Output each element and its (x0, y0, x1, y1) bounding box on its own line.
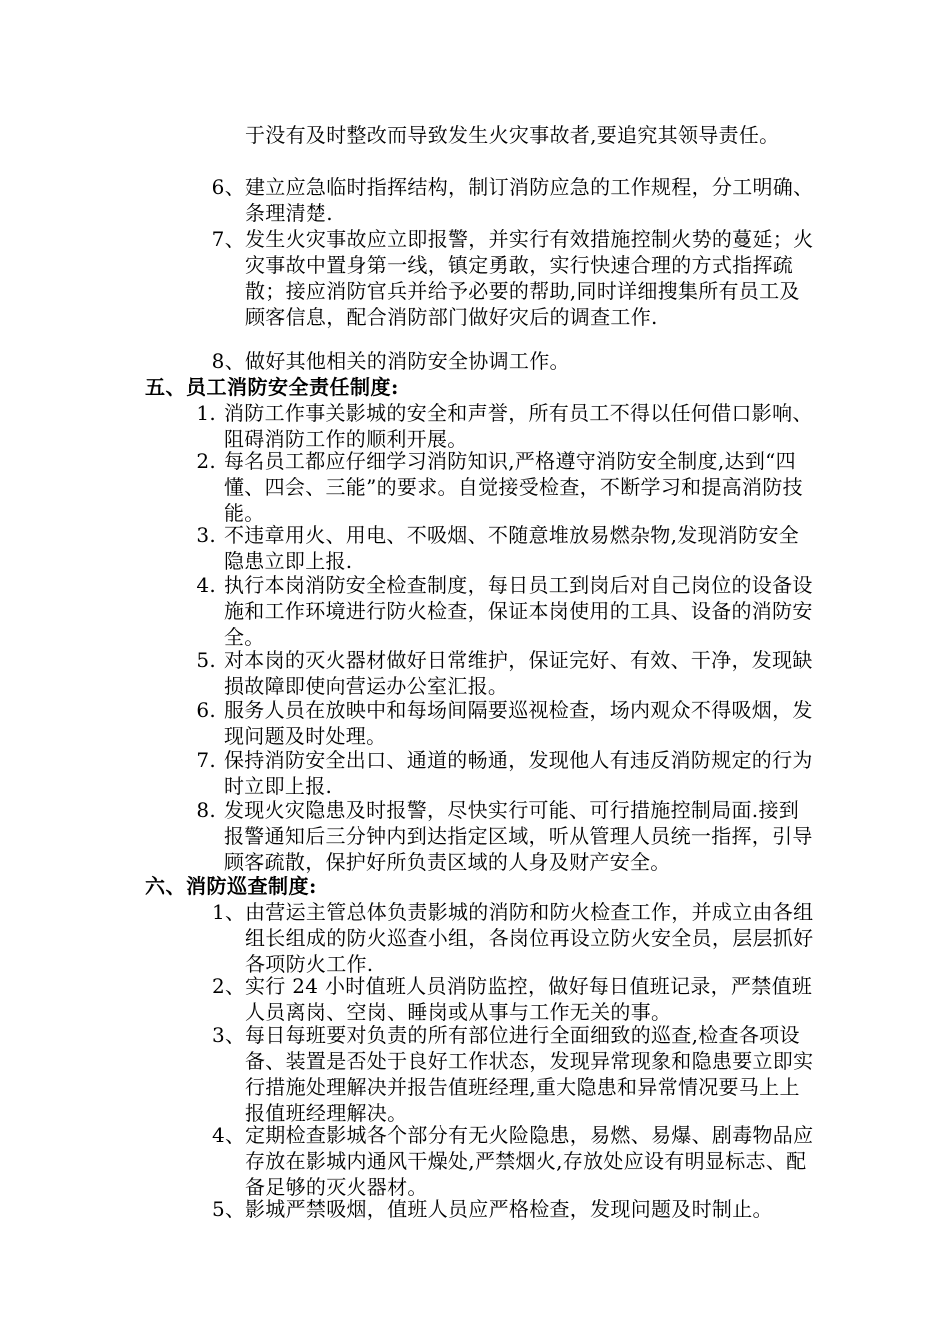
list-item-text: 由营运主管总体负责影城的消防和防火检查工作，并成立由各组组长组成的防火巡查小组，各岗位再设立防火安全员，层层抓好各项防火工作. (245, 900, 814, 976)
list-item-number: 1、 (212, 900, 246, 924)
section-heading: 六、消防巡查制度: (145, 874, 317, 898)
list-item-number: 5、 (212, 1197, 246, 1221)
list-item-text: 发生火灾事故应立即报警，并实行有效措施控制火势的蔓延；火灾事故中置身第一线，镇定勇敢，实行快速合理的方式指挥疏散；接应消防官兵并给予必要的帮助,同时详细搜集所有员工及顾客信息，配合消防部门做好灾后的调查工作. (245, 227, 814, 329)
list-item (212, 1122, 815, 1200)
list-item (196, 647, 814, 699)
list-item (196, 522, 814, 574)
list-item (211, 348, 815, 374)
list-item-text: 定期检查影城各个部分有无火险隐患，易燃、易爆、剧毒物品应存放在影城内通风干燥处,严禁烟火,存放处应设有明显标志、配备足够的灭火器材。 (245, 1123, 814, 1199)
list-item-number: 3. (196, 523, 216, 547)
list-item-text: 消防工作事关影城的安全和声誉，所有员工不得以任何借口影响、阻碍消防工作的顺利开展。 (224, 401, 813, 451)
list-item-number: 8. (196, 798, 216, 822)
list-item-continuation (245, 122, 815, 148)
list-item (196, 697, 814, 749)
list-item-number: 5. (196, 648, 216, 672)
list-item-number: 2. (196, 449, 216, 473)
list-item-text: 每名员工都应仔细学习消防知识,严格遵守消防安全制度,达到“四懂、四会、三能”的要求。自觉接受检查，不断学习和提高消防技能。 (224, 449, 803, 525)
list-item-number: 2、 (212, 974, 246, 998)
list-item-number: 8、 (211, 349, 245, 373)
list-item-text: 对本岗的灭火器材做好日常维护，保证完好、有效、干净，发现缺损故障即使向营运办公室汇报。 (224, 648, 813, 698)
list-item-number: 6、 (211, 175, 245, 199)
list-item (196, 400, 814, 452)
list-item (196, 797, 814, 875)
list-item-number: 1. (196, 401, 216, 425)
list-item-text: 发现火灾隐患及时报警，尽快实行可能、可行措施控制局面.接到报警通知后三分钟内到达指定区域，听从管理人员统一指挥，引导顾客疏散，保护好所负责区域的人身及财产安全。 (224, 798, 813, 874)
list-item-number: 4. (196, 573, 216, 597)
list-item (196, 747, 814, 799)
list-item-text: 执行本岗消防安全检查制度，每日员工到岗后对自己岗位的设备设施和工作环境进行防火检查，保证本岗使用的工具、设备的消防安全。 (224, 573, 813, 649)
list-item (196, 448, 814, 526)
list-item-text: 做好其他相关的消防安全协调工作。 (245, 349, 570, 373)
list-item-number: 7. (196, 748, 216, 772)
list-item (211, 226, 815, 330)
list-item-text: 保持消防安全出口、通道的畅通，发现他人有违反消防规定的行为时立即上报. (224, 748, 813, 798)
list-item (212, 1022, 815, 1126)
list-item-number: 4、 (212, 1123, 246, 1147)
list-item-text: 建立应急临时指挥结构，制订消防应急的工作规程，分工明确、条理清楚. (245, 175, 814, 225)
list-item-text: 不违章用火、用电、不吸烟、不随意堆放易燃杂物,发现消防安全隐患立即上报. (224, 523, 800, 573)
section-heading: 五、员工消防安全责任制度: (145, 375, 399, 399)
list-item (212, 973, 815, 1025)
list-item-text: 影城严禁吸烟，值班人员应严格检查，发现问题及时制止。 (245, 1197, 773, 1221)
list-item (196, 572, 814, 650)
list-item-number: 7、 (211, 227, 245, 251)
list-item (211, 174, 815, 226)
list-item-text: 实行 24 小时值班人员消防监控，做好每日值班记录，严禁值班人员离岗、空岗、睡岗或从事与工作无关的事。 (245, 974, 813, 1024)
list-item (212, 899, 815, 977)
list-item-text: 服务人员在放映中和每场间隔要巡视检查，场内观众不得吸烟，发现问题及时处理。 (224, 698, 813, 748)
list-item (212, 1196, 815, 1222)
list-item-number: 6. (196, 698, 216, 722)
list-item-text: 于没有及时整改而导致发生火灾事故者,要追究其领导责任。 (245, 123, 780, 147)
list-item-number: 3、 (212, 1023, 246, 1047)
list-item-text: 每日每班要对负责的所有部位进行全面细致的巡查,检查各项设备、装置是否处于良好工作状态，发现异常现象和隐患要立即实行措施处理解决并报告值班经理,重大隐患和异常情况要马上上报值班经理解决。 (245, 1023, 814, 1125)
